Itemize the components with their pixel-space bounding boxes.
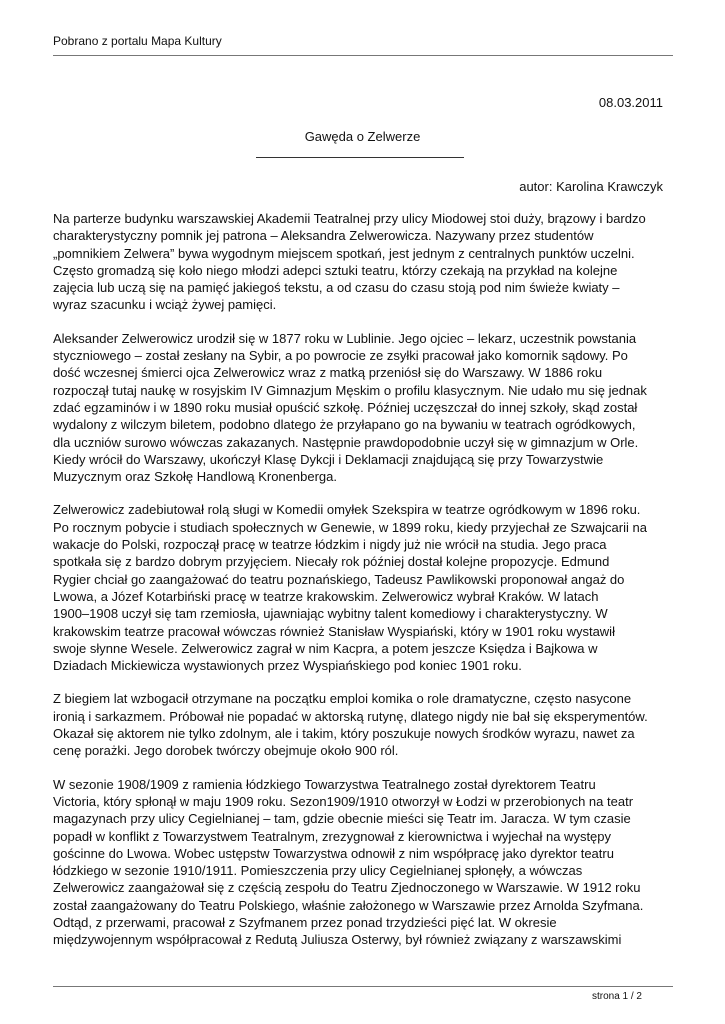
- text-line: Odtąd, z przerwami, pracował z Szyfmanem przez ponad trzydzieści pięć lat. W okresie: [53, 914, 557, 930]
- footer-divider: [53, 986, 673, 987]
- text-line: 1900–1908 uczył się tam rzemiosła, ujawniając wybitny talent komediowy i charakterystyczny. W: [53, 606, 608, 622]
- text-line: Dziadach Mickiewicza wystawionych przez Wyspiańskiego pod koniec 1901 roku.: [53, 658, 522, 674]
- text-line: Lwowa, a Józef Kotarbiński pracę w teatrze krakowskim. Zelwerowicz wybrał Kraków. W latach: [53, 588, 599, 604]
- text-line: został zaangażowany do Teatru Polskiego, właśnie założonego w Warszawie przez Arnolda Szyfmana.: [53, 897, 644, 913]
- document-title: Gawęda o Zelwerze: [304, 129, 421, 144]
- text-line: Okazał się aktorem nie tylko zdolnym, ale i takim, który poszukuje nowych środków wyrazu, nawet za: [53, 726, 635, 742]
- paragraph: [53, 776, 678, 949]
- text-line: dość wczesnej śmierci ojca Zelwerowicz wraz z matką przeniósł się do Warszawy. W 1886 roku: [53, 365, 603, 381]
- text-line: rozpoczął tutaj naukę w rosyjskim IV Gimnazjum Męskim o profilu klasycznym. Nie udało mu się jednak: [53, 382, 647, 398]
- text-line: Zelwerowicz zadebiutował rolą sługi w Komedii omyłek Szekspira w teatrze ogródkowym w 1896 roku.: [53, 502, 641, 518]
- paragraph: [53, 501, 678, 674]
- text-line: zajęcia lub uczą się na pamięć jakiegoś tekstu, a od czasu do czasu stoją pod nim świeże kwiaty –: [53, 280, 620, 296]
- document-date: 08.03.2011: [598, 95, 663, 110]
- paragraph: [53, 690, 678, 759]
- header-divider: [53, 55, 673, 56]
- text-line: ironią i sarkazmem. Próbował nie popadać w aktorską rutynę, dlatego nigdy nie bał się eksperymentów.: [53, 708, 648, 724]
- text-line: dla uczniów surowo wówczas zakazanych. Następnie prawdopodobnie uczył się w gimnazjum w Orle.: [53, 434, 639, 450]
- text-line: gościnne do Lwowa. Wobec ustępstw Towarzystwa odnowił z nim współpracę jako dyrektor teatru: [53, 845, 614, 861]
- document-author: autor: Karolina Krawczyk: [519, 179, 663, 194]
- text-line: Kiedy wrócił do Warszawy, ukończył Klasę Dykcji i Deklamacji znajdującą się przy Towarzystwie: [53, 451, 604, 467]
- text-line: Z biegiem lat wzbogacił otrzymane na początku emploi komika o role dramatyczne, często nasycone: [53, 691, 632, 707]
- paragraph: [53, 210, 678, 314]
- text-line: Po rocznym pobycie i studiach społecznych w Genewie, w 1899 roku, kiedy przyjechał ze Szwajcarii na: [53, 519, 647, 535]
- text-line: cenę porażki. Jego dorobek twórczy obejmuje około 900 ról.: [53, 743, 399, 759]
- text-line: styczniowego – został zesłany na Sybir, a po powrocie ze zsyłki pracował jako komornik sądowy. Po: [53, 348, 628, 364]
- text-line: Muzycznym oraz Szkołę Handlową Kronenberga.: [53, 469, 337, 485]
- text-line: „pomnikiem Zelwera” bywa wygodnym miejscem spotkań, jest jednym z centralnych punktów uczelni.: [53, 245, 635, 261]
- text-line: Często gromadzą się koło niego młodzi adepci sztuki teatru, którzy czekają na przykład na kolejne: [53, 262, 618, 278]
- text-line: W sezonie 1908/1909 z ramienia łódzkiego Towarzystwa Teatralnego został dyrektorem Teatru: [53, 776, 596, 792]
- text-line: Aleksander Zelwerowicz urodził się w 1877 roku w Lublinie. Jego ojciec – lekarz, uczestnik powstania: [53, 330, 637, 346]
- text-line: wakacje do Polski, rozpoczął pracę w teatrze łódzkim i nigdy już nie wrócił na studia. Jego praca: [53, 537, 607, 553]
- text-line: międzywojennym współpracował z Redutą Juliusza Osterwy, był również związany z warszawskimi: [53, 932, 622, 948]
- text-line: charakterystyczny pomnik jej patrona – Aleksandra Zelwerowicza. Nazywany przez studentów: [53, 228, 594, 244]
- text-line: magazynach przy ulicy Cegielnianej – tam, gdzie obecnie mieści się Teatr im. Jaracza. W tym czasie: [53, 811, 631, 827]
- text-line: krakowskim teatrze pracował wówczas również Stanisław Wyspiański, który w 1901 roku wystawił: [53, 623, 615, 639]
- page-number: strona 1 / 2: [591, 991, 642, 1002]
- text-line: zdać egzaminów i w 1890 roku musiał opuścić szkołę. Później uczęszczał do innej szkoły, skąd został: [53, 399, 638, 415]
- text-line: wydalony z wilczym biletem, podobno dlatego że przyłapano go na bywaniu w teatrach ogródkowych,: [53, 417, 636, 433]
- text-line: spotkała się z bardzo dobrym przyjęciem. Niecały rok później dostał kolejne propozycje. Edmund: [53, 554, 610, 570]
- text-line: wyraz szacunku i wciąż żywej pamięci.: [53, 297, 277, 313]
- text-line: Victoria, który spłonął w maju 1909 roku. Sezon1909/1910 otworzył w Łodzi w przerobionych na teatr: [53, 793, 634, 809]
- text-line: Rygier chciał go zaangażować do teatru poznańskiego, Tadeusz Pawlikowski proponował angaż do: [53, 571, 625, 587]
- paragraph: [53, 330, 678, 486]
- text-line: popadł w konflikt z Towarzystwem Teatralnym, zrezygnował z kierownictwa i wyjechał na występy: [53, 828, 612, 844]
- portal-header: Pobrano z portalu Mapa Kultury: [53, 34, 222, 48]
- title-underline: [256, 157, 464, 158]
- text-line: swoje słynne Wesele. Zelwerowicz zagrał w nim Kacpra, a potem jeszcze Księdza i Bajkowa w: [53, 640, 598, 656]
- text-line: łódzkiego w sezonie 1910/1911. Pomieszczenia przy ulicy Cegielnianej spłonęły, a wówczas: [53, 863, 583, 879]
- text-line: Zelwerowicz zaangażował się z częścią zespołu do Teatru Zjednoczonego w Warszawie. W 1912 roku: [53, 880, 641, 896]
- text-line: Na parterze budynku warszawskiej Akademii Teatralnej przy ulicy Miodowej stoi duży, brązowy i bardzo: [53, 211, 646, 226]
- article-body: [53, 210, 678, 965]
